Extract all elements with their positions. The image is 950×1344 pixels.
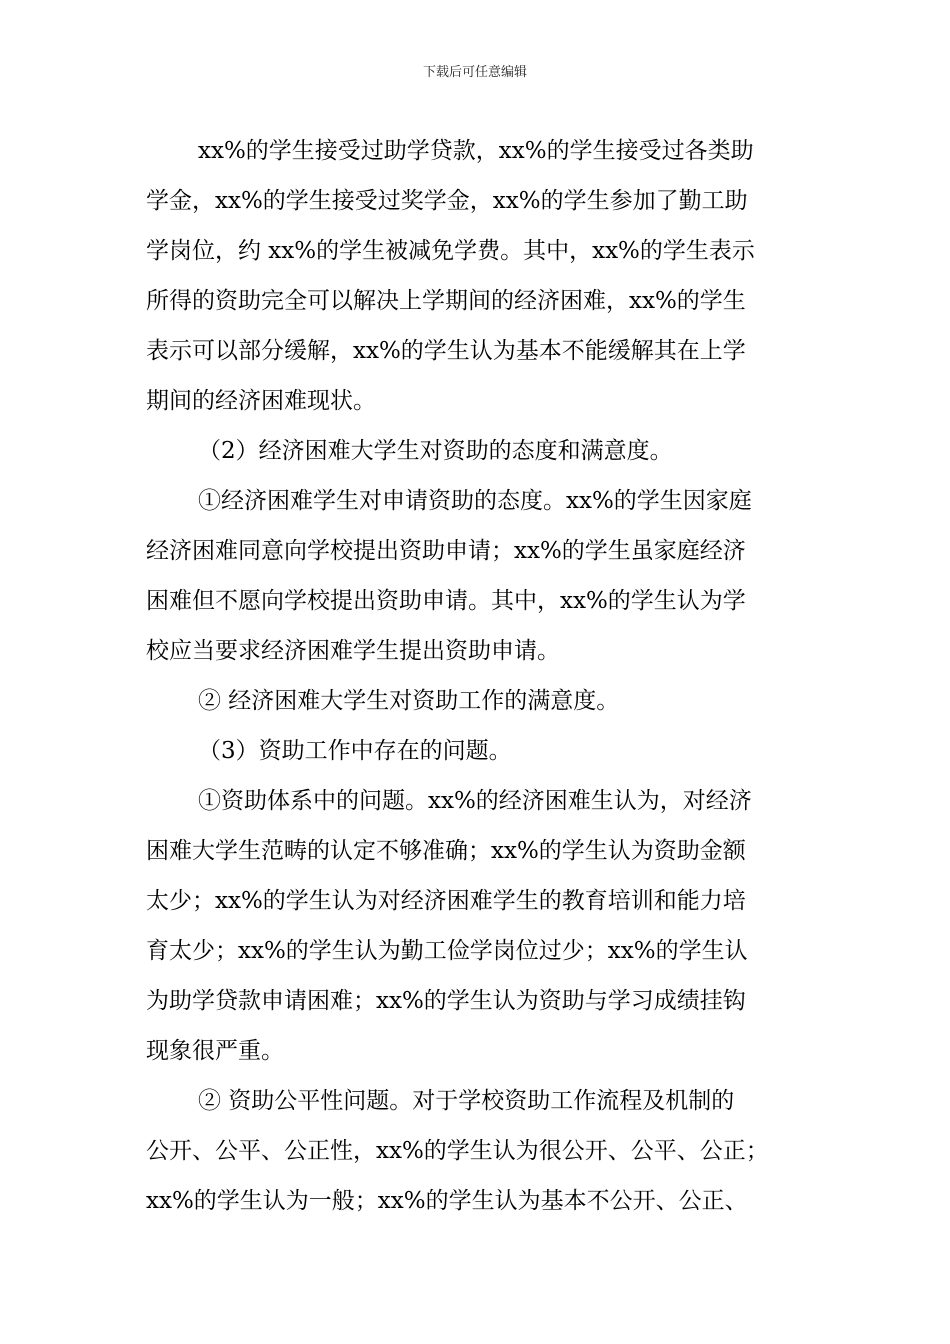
text-line: （2）经济困难大学生对资助的态度和满意度。 bbox=[198, 438, 673, 464]
text-line: 困难大学生范畴的认定不够准确；xx%的学生认为资助金额 bbox=[146, 838, 746, 864]
paragraph-fairness bbox=[146, 1076, 810, 1226]
text-line: 太少；xx%的学生认为对经济困难学生的教育培训和能力培 bbox=[146, 888, 746, 914]
document-body bbox=[146, 126, 810, 1226]
text-line: 校应当要求经济困难学生提出资助申请。 bbox=[146, 638, 560, 664]
paragraph-satisfaction bbox=[146, 676, 810, 726]
text-line: ①经济困难学生对申请资助的态度。xx%的学生因家庭 bbox=[198, 488, 752, 514]
paragraph-application-attitude bbox=[146, 476, 810, 676]
text-line: ①资助体系中的问题。xx%的经济困难生认为，对经济 bbox=[198, 788, 752, 814]
text-line: xx%的学生接受过助学贷款，xx%的学生接受过各类助 bbox=[198, 138, 754, 164]
text-line: 为助学贷款申请困难；xx%的学生认为资助与学习成绩挂钩 bbox=[146, 988, 746, 1014]
page-header: 下载后可任意编辑 bbox=[422, 65, 527, 80]
text-line: ② 经济困难大学生对资助工作的满意度。 bbox=[198, 688, 620, 714]
section-heading-problems bbox=[146, 726, 810, 776]
text-line: 困难但不愿向学校提出资助申请。其中，xx%的学生认为学 bbox=[146, 588, 746, 614]
text-line: 经济困难同意向学校提出资助申请；xx%的学生虽家庭经济 bbox=[146, 538, 746, 564]
paragraph-system-problems bbox=[146, 776, 810, 1076]
text-line: 期间的经济困难现状。 bbox=[146, 388, 376, 414]
text-line: ② 资助公平性问题。对于学校资助工作流程及机制的 bbox=[198, 1088, 735, 1114]
text-line: 现象很严重。 bbox=[146, 1038, 284, 1064]
text-line: xx%的学生认为一般；xx%的学生认为基本不公开、公正、 bbox=[146, 1188, 748, 1214]
text-line: 学岗位，约 xx%的学生被减免学费。其中，xx%的学生表示 bbox=[146, 238, 755, 264]
text-line: （3）资助工作中存在的问题。 bbox=[198, 738, 512, 764]
text-line: 育太少；xx%的学生认为勤工俭学岗位过少；xx%的学生认 bbox=[146, 938, 748, 964]
text-line: 公开、公平、公正性，xx%的学生认为很公开、公平、公正； bbox=[146, 1138, 769, 1164]
section-heading-attitude bbox=[146, 426, 810, 476]
text-line: 所得的资助完全可以解决上学期间的经济困难，xx%的学生 bbox=[146, 288, 746, 314]
text-line: 表示可以部分缓解，xx%的学生认为基本不能缓解其在上学 bbox=[146, 338, 746, 364]
paragraph-aid-statistics bbox=[146, 126, 810, 426]
text-line: 学金，xx%的学生接受过奖学金，xx%的学生参加了勤工助 bbox=[146, 188, 748, 214]
